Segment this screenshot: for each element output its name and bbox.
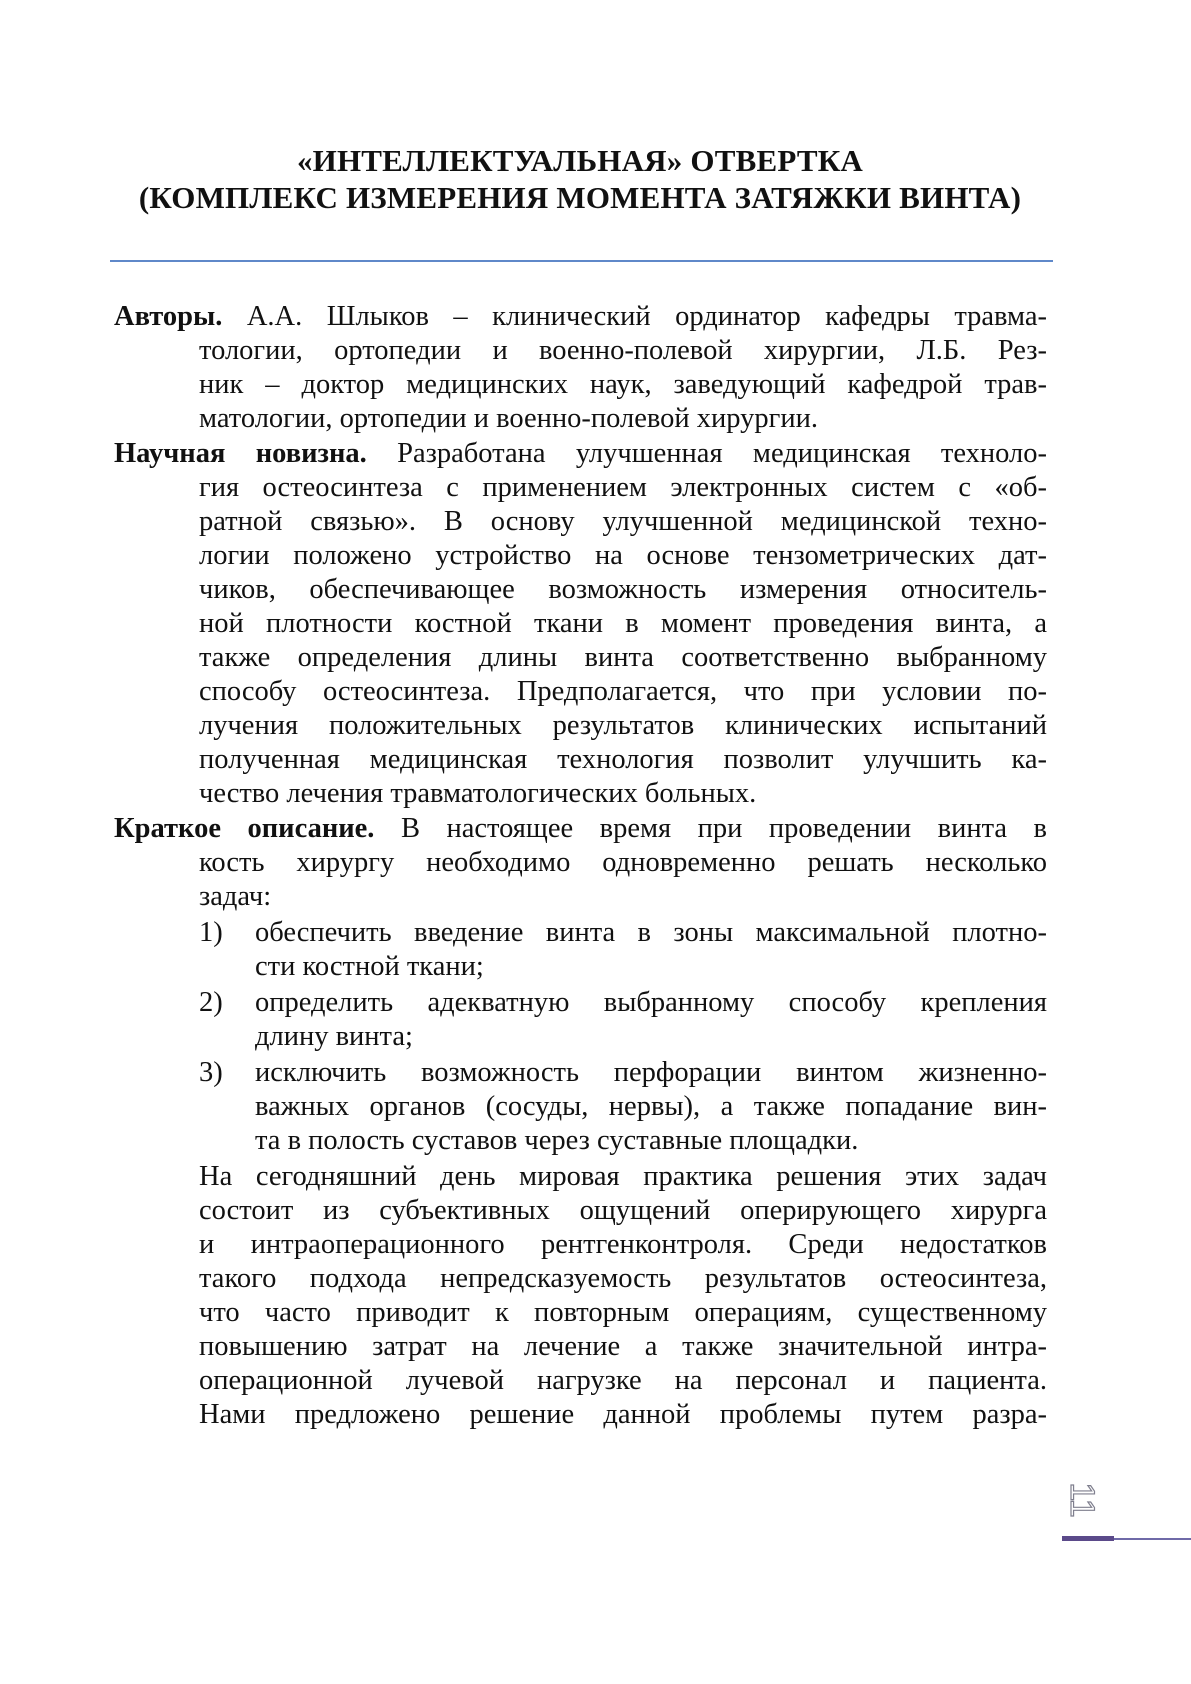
list-item-number-1: 1) xyxy=(199,917,223,948)
novelty-line-7: также определения длины винта соответственно выбранному xyxy=(199,642,1047,673)
list-item-1-line-2: сти костной ткани; xyxy=(255,951,484,982)
description-after-line-5: что часто приводит к повторным операциям, существенному xyxy=(199,1297,1047,1328)
novelty-line-5: чиков, обеспечивающее возможность измерения относитель- xyxy=(199,574,1047,605)
novelty-label: Научная новизна. xyxy=(114,438,367,469)
list-item-number-2: 2) xyxy=(199,987,223,1018)
novelty-line-4: логии положено устройство на основе тензометрических дат- xyxy=(199,540,1047,571)
authors-line-4: матологии, ортопедии и военно-полевой хирургии. xyxy=(199,403,818,434)
description-after-line-7: операционной лучевой нагрузке на персонал и пациента. xyxy=(199,1365,1047,1396)
description-line-1 xyxy=(114,812,1047,846)
description-text: В настоящее время при проведении винта в xyxy=(374,813,1047,844)
description-after-line-2: состоит из субъективных ощущений оперирующего хирурга xyxy=(199,1195,1047,1226)
list-item-2-line-1: определить адекватную выбранному способу крепления xyxy=(255,987,1047,1018)
novelty-line-11: чество лечения травматологических больных. xyxy=(199,778,757,809)
description-after-line-4: такого подхода непредсказуемость результатов остеосинтеза, xyxy=(199,1263,1047,1294)
document-title-line-1: «ИНТЕЛЛЕКТУАЛЬНАЯ» ОТВЕРТКА xyxy=(296,143,864,178)
novelty-line-9: лучения положительных результатов клинических испытаний xyxy=(199,710,1047,741)
novelty-text: Разработана улучшенная медицинская техноло- xyxy=(366,438,1047,469)
footer-accent-line xyxy=(1114,1538,1191,1540)
list-item-3-line-2: важных органов (сосуды, нервы), а также попадание вин- xyxy=(255,1091,1047,1122)
authors-line-3: ник – доктор медицинских наук, заведующий кафедрой трав- xyxy=(199,369,1047,400)
title-divider xyxy=(110,260,1053,262)
authors-label: Авторы. xyxy=(114,301,223,332)
novelty-line-6: ной плотности костной ткани в момент проведения винта, а xyxy=(199,608,1047,639)
novelty-line-10: полученная медицинская технология позволит улучшить ка- xyxy=(199,744,1047,775)
authors-line-1 xyxy=(114,300,1047,334)
list-item-3-line-1: исключить возможность перфорации винтом жизненно- xyxy=(255,1057,1047,1088)
description-after-line-8: Нами предложено решение данной проблемы путем разра- xyxy=(199,1399,1047,1430)
list-item-number-3: 3) xyxy=(199,1057,223,1088)
description-after-line-3: и интраоперационного рентгенконтроля. Среди недостатков xyxy=(199,1229,1047,1260)
list-item-1-line-1: обеспечить введение винта в зоны максимальной плотно- xyxy=(255,917,1047,948)
authors-line-2: тологии, ортопедии и военно-полевой хирургии, Л.Б. Рез- xyxy=(199,335,1047,366)
novelty-line-3: ратной связью». В основу улучшенной медицинской техно- xyxy=(199,506,1047,537)
description-after-line-6: повышению затрат на лечение а также значительной интра- xyxy=(199,1331,1047,1362)
page-number: 11 xyxy=(1063,1482,1101,1518)
list-item-2-line-2: длину винта; xyxy=(255,1021,413,1052)
footer-accent-bar xyxy=(1062,1536,1114,1541)
novelty-line-8: способу остеосинтеза. Предполагается, что при условии по- xyxy=(199,676,1047,707)
description-after-line-1: На сегодняшний день мировая практика решения этих задач xyxy=(199,1161,1047,1192)
description-label: Краткое описание. xyxy=(114,813,375,844)
novelty-line-2: гия остеосинтеза с применением электронных систем с «об- xyxy=(199,472,1047,503)
authors-text: А.А. Шлыков – клинический ординатор кафедры травма- xyxy=(222,301,1047,332)
list-item-3-line-3: та в полость суставов через суставные площадки. xyxy=(255,1125,859,1156)
description-line-2: кость хирургу необходимо одновременно решать несколько xyxy=(199,847,1047,878)
description-line-3: задач: xyxy=(199,881,272,912)
novelty-line-1 xyxy=(114,437,1047,471)
document-title-line-2: (КОМПЛЕКС ИЗМЕРЕНИЯ МОМЕНТА ЗАТЯЖКИ ВИНТА) xyxy=(138,180,1022,215)
